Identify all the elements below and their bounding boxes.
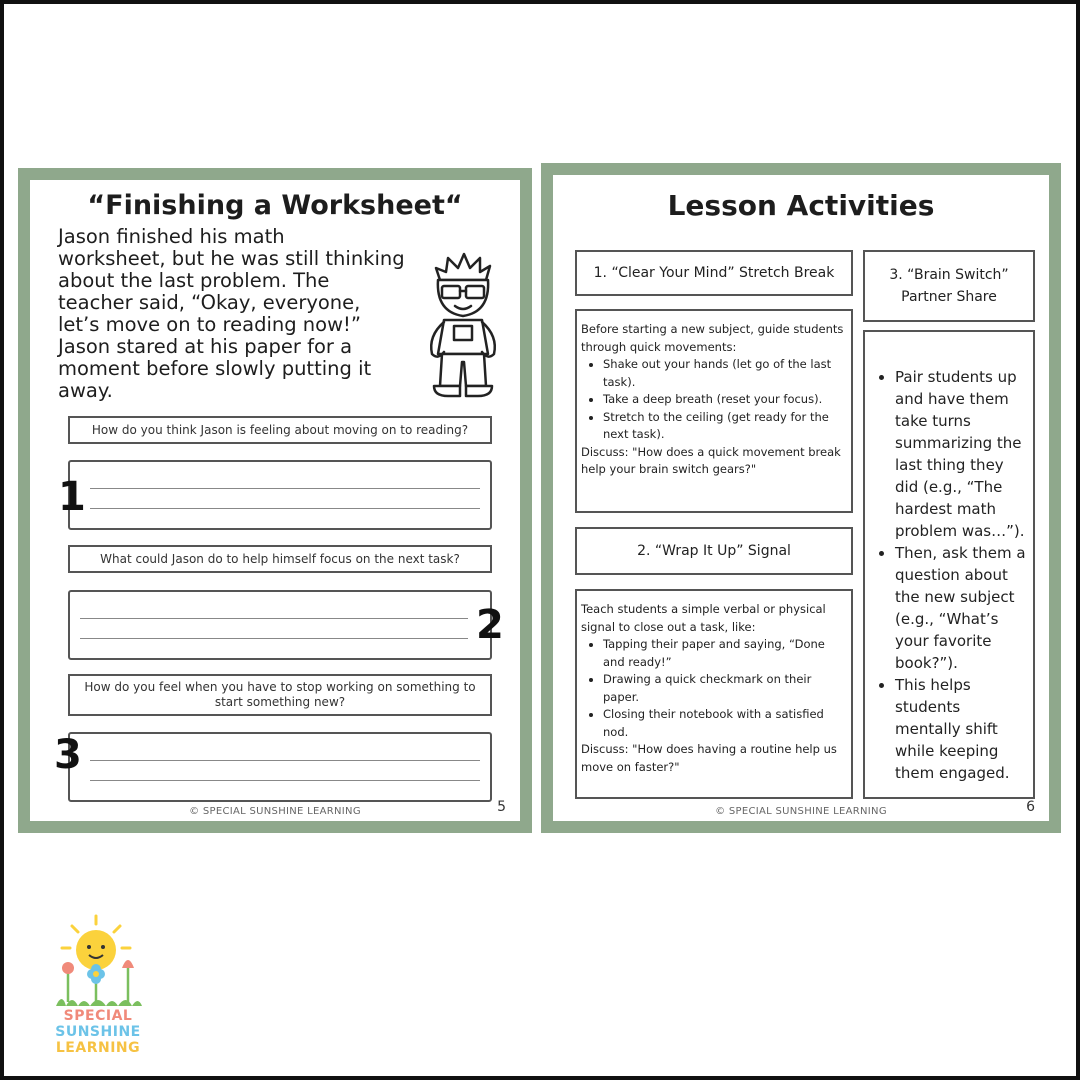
story-line: Jason finished his math [58, 225, 285, 248]
activity2-heading: 2. “Wrap It Up” Signal [637, 543, 791, 559]
list-item: • Stretch to the ceiling (get ready for the next task). [603, 409, 847, 444]
activity3-heading-line1: 3. “Brain Switch” [889, 267, 1009, 283]
logo-text-sunshine: SUNSHINE [55, 1024, 141, 1040]
activity1-discuss: Discuss: "How does a quick movement break help your brain switch gears?" [581, 444, 841, 476]
answer-box[interactable] [68, 460, 492, 530]
question-box [68, 674, 492, 716]
list-item: • Shake out your hands (let go of the last task). [603, 356, 847, 391]
answer-line [90, 760, 480, 761]
logo-text-learning: LEARNING [55, 1040, 141, 1056]
story-line: about the last problem. The [58, 269, 330, 292]
list-item: • Pair students up and have them take turns summarizing the last thing they did (e.g., “The hardest math problem was…”). [895, 366, 1027, 542]
activity1-heading: 1. “Clear Your Mind” Stretch Break [593, 265, 835, 281]
activity1-heading-box [575, 250, 853, 296]
list-item: • Take a deep breath (reset your focus). [603, 391, 847, 409]
question-number: 3 [54, 732, 82, 778]
story-line: moment before slowly putting it [58, 357, 372, 380]
page-number: 6 [1026, 799, 1035, 815]
story-line: teacher said, “Okay, everyone, [58, 291, 361, 314]
lesson-activities-page [541, 163, 1061, 833]
worksheet-title: “Finishing a Worksheet“ [87, 190, 463, 221]
activity3-list [895, 366, 1027, 784]
question-text: What could Jason do to help himself focus on the next task? [100, 552, 460, 566]
activity2-discuss: Discuss: "How does having a routine help us move on faster?" [581, 742, 837, 774]
list-item: • Closing their notebook with a satisfied nod. [603, 706, 847, 741]
lesson-activities-page-inner [553, 175, 1049, 821]
brand-logo [48, 912, 148, 1056]
story-line: away. [58, 379, 113, 402]
activity2-heading-box [575, 527, 853, 575]
answer-box[interactable] [68, 590, 492, 660]
answer-line [90, 488, 480, 489]
list-item: • This helps students mentally shift while keeping them engaged. [895, 674, 1027, 784]
lesson-activities-title: Lesson Activities [667, 189, 935, 222]
activity2-list [603, 636, 847, 741]
answer-line [90, 508, 480, 509]
page-number: 5 [497, 799, 506, 815]
sun-flowers-icon [48, 912, 148, 1007]
story-line: Jason stared at his paper for a [58, 335, 353, 358]
answer-line [80, 638, 468, 639]
activity1-body-box [575, 309, 853, 513]
activity1-list [603, 356, 847, 444]
answer-line [90, 780, 480, 781]
worksheet-page [18, 168, 532, 833]
question-text: How do you feel when you have to stop working on something to start something new? [84, 680, 476, 709]
question-number: 1 [58, 474, 86, 520]
page-footer: © SPECIAL SUNSHINE LEARNING [189, 806, 361, 817]
worksheet-page-inner [30, 180, 520, 821]
page-footer: © SPECIAL SUNSHINE LEARNING [715, 806, 887, 817]
story-text [58, 226, 412, 402]
activity1-intro: Before starting a new subject, guide students through quick movements: [581, 322, 844, 354]
activity2-intro: Teach students a simple verbal or physical signal to close out a task, like: [581, 602, 826, 634]
activity3-heading-box [863, 250, 1035, 322]
question-box [68, 416, 492, 444]
list-item: • Drawing a quick checkmark on their paper. [603, 671, 847, 706]
activity3-body-box [863, 330, 1035, 799]
question-text: How do you think Jason is feeling about moving on to reading? [91, 423, 469, 437]
answer-line [80, 618, 468, 619]
logo-text-special: SPECIAL [63, 1008, 133, 1024]
question-number: 2 [476, 602, 504, 648]
activity3-heading-line2: Partner Share [901, 289, 997, 305]
list-item: • Then, ask them a question about the new subject (e.g., “What’s your favorite book?”). [895, 542, 1027, 674]
question-box [68, 545, 492, 573]
boy-illustration-icon [418, 250, 508, 400]
story-line: worksheet, but he was still thinking [58, 247, 405, 270]
activity2-body-box [575, 589, 853, 799]
story-line: let’s move on to reading now!” [58, 313, 361, 336]
answer-box[interactable] [68, 732, 492, 802]
list-item: • Tapping their paper and saying, “Done and ready!” [603, 636, 847, 671]
